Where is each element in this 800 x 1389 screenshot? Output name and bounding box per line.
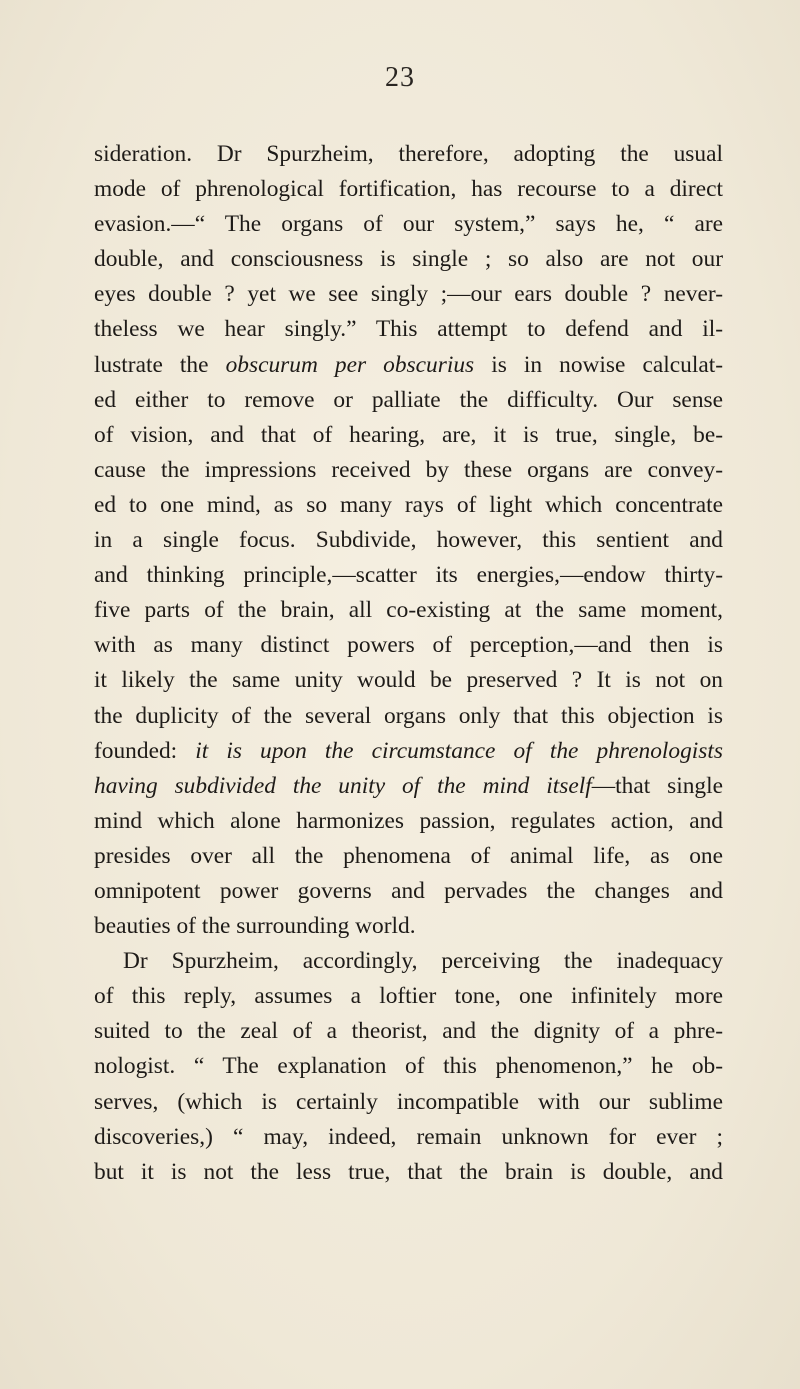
text-segment: and thinking principle,—scatter its energies,—endow thirty- (94, 562, 723, 589)
text-line (94, 874, 723, 909)
text-segment: theless we hear singly.” This attempt to defend and il- (94, 316, 723, 343)
text-line (94, 734, 723, 769)
text-segment: of vision, and that of hearing, are, it is true, single, be- (94, 421, 723, 448)
text-segment: sideration. Dr Spurzheim, therefore, adopting the usual (94, 141, 723, 167)
text-line (94, 593, 723, 628)
text-line (94, 663, 723, 698)
text-segment: presides over all the phenomena of animal life, as one (94, 842, 723, 869)
text-line (94, 979, 723, 1014)
italic-text: it is upon the circumstance of the phrenologists (195, 737, 723, 764)
text-segment: mind which alone harmonizes passion, regulates action, and (94, 807, 723, 834)
page-number: 23 (385, 62, 415, 93)
text-segment: ed to one mind, as so many rays of light which concentrate (94, 491, 723, 518)
text-segment: evasion.—“ The organs of our system,” says he, “ are (94, 211, 723, 238)
text-line (94, 558, 723, 593)
text-line (94, 1085, 723, 1120)
text-line (94, 839, 723, 874)
text-line (94, 172, 723, 207)
text-segment: eyes double ? yet we see singly ;—our ears double ? never- (94, 281, 723, 308)
italic-text: having subdivided the unity of the mind itself (94, 772, 592, 799)
text-segment: lustrate the (94, 351, 226, 378)
text-line (94, 418, 723, 453)
body-text (94, 137, 723, 1190)
text-segment: founded: (94, 737, 196, 764)
text-segment: ed either to remove or palliate the difficulty. Our sense (94, 386, 723, 413)
text-line (94, 909, 723, 944)
text-line (94, 1014, 723, 1049)
text-line (94, 312, 723, 347)
text-line (94, 523, 723, 558)
text-segment: it likely the same unity would be preserved ? It is not on (94, 667, 723, 694)
text-segment: suited to the zeal of a theorist, and the dignity of a phre- (94, 1018, 723, 1045)
text-segment: five parts of the brain, all co-existing at the same moment, (94, 597, 723, 624)
text-segment: discoveries,) “ may, indeed, remain unknown for ever ; (94, 1123, 723, 1150)
text-line (94, 488, 723, 523)
text-segment: Dr Spurzheim, accordingly, perceiving the inadequacy (123, 948, 723, 975)
text-line (94, 769, 723, 804)
text-segment: mode of phrenological fortification, has recourse to a direct (94, 176, 723, 203)
text-line (94, 383, 723, 418)
text-segment: the duplicity of the several organs only that this objection is (94, 702, 723, 729)
text-line (94, 628, 723, 663)
text-line (94, 1049, 723, 1084)
text-line (94, 242, 723, 277)
text-line (94, 944, 723, 979)
text-segment: —that single (591, 772, 723, 799)
text-line (94, 453, 723, 488)
text-segment: is in nowise calculat- (474, 351, 723, 378)
italic-text: obscurum per obscurius (225, 351, 475, 378)
text-line (94, 277, 723, 312)
text-segment: serves, (which is certainly incompatible with our sublime (94, 1088, 723, 1115)
text-segment: nologist. “ The explanation of this phenomenon,” he ob- (94, 1053, 723, 1080)
text-segment: double, and consciousness is single ; so also are not our (94, 246, 723, 273)
text-segment: of this reply, assumes a loftier tone, one infinitely more (94, 983, 723, 1010)
text-segment: but it is not the less true, that the brain is double, and (94, 1158, 723, 1185)
text-line (94, 137, 723, 172)
text-segment: beauties of the surrounding world. (94, 913, 416, 940)
text-line (94, 804, 723, 839)
text-line (94, 1120, 723, 1155)
text-segment: with as many distinct powers of perception,—and then is (94, 632, 723, 659)
text-segment: in a single focus. Subdivide, however, this sentient and (94, 527, 723, 554)
text-line (94, 348, 723, 383)
text-line (94, 207, 723, 242)
text-segment: cause the impressions received by these organs are convey- (94, 456, 723, 483)
text-segment: omnipotent power governs and pervades the changes and (94, 877, 723, 904)
text-line (94, 1155, 723, 1190)
text-line (94, 699, 723, 734)
